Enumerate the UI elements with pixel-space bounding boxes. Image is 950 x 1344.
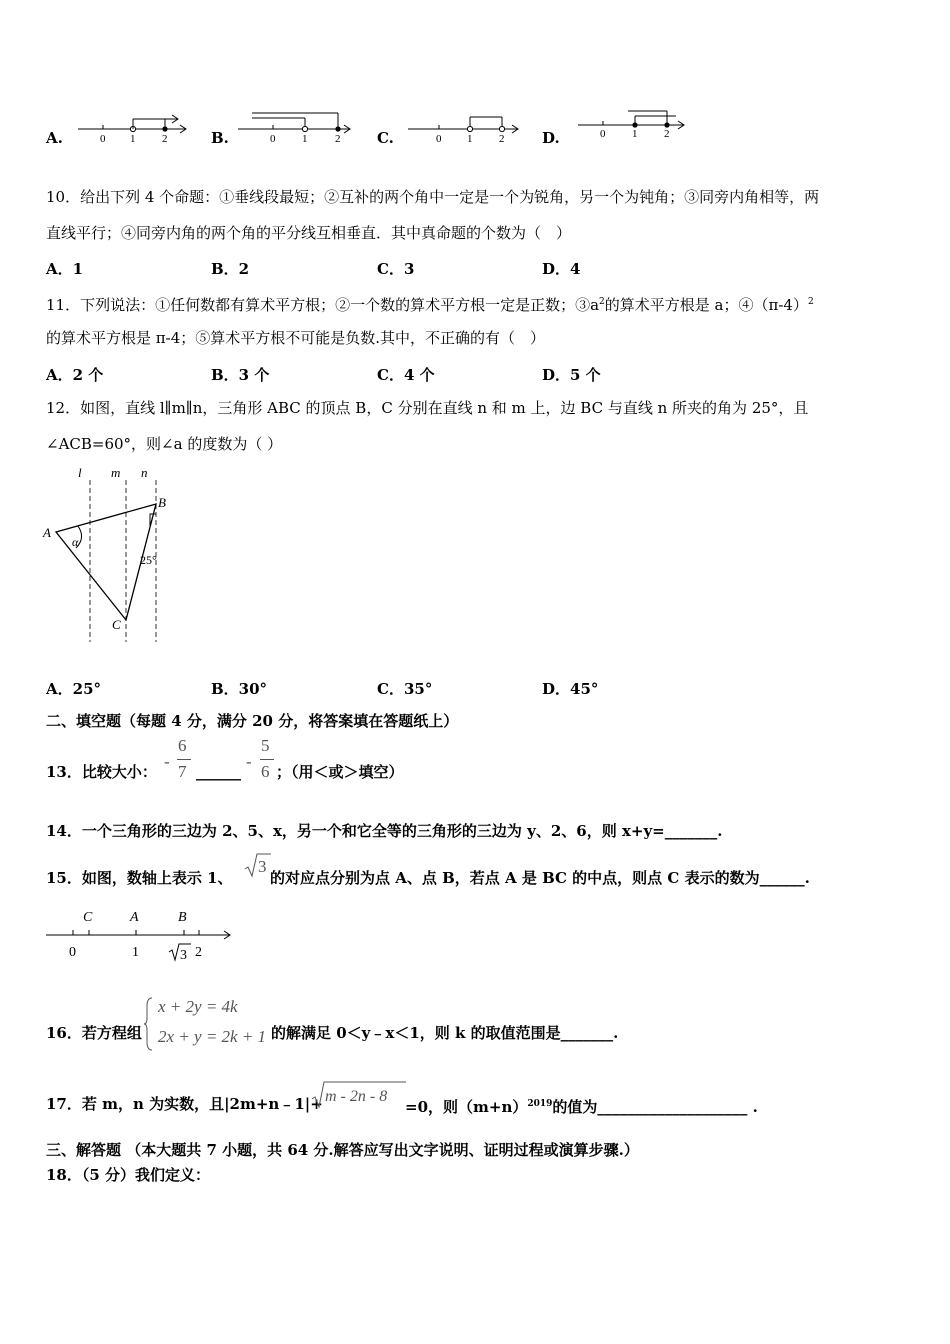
q17-mid: =0，则$(m+n)^{2019}$的值为____________________ . <box>405 1098 758 1116</box>
svg-text:A: A <box>43 525 51 540</box>
q17-prefix: 17．若 m，n 为实数，且|2m+n﹣1|+ <box>46 1095 323 1113</box>
q14-text: 14．一个三角形的三边为 2、5、x，另一个和它全等的三角形的三边为 y、2、6，则 x+y=_______. <box>46 822 723 840</box>
section2-heading: 二、填空题（每题 4 分，满分 20 分，将答案填在答题纸上） <box>46 712 459 730</box>
q13-f1-den: 7 <box>178 762 187 781</box>
q12-line1: 12．如图，直线 l∥m∥n，三角形 ABC 的顶点 B，C 分别在直线 n 和 m 上，边 BC 与直线 n 所夹的角为 25°，且 <box>46 399 809 417</box>
q10-line2: 直线平行；④同旁内角的两个角的平分线互相垂直．其中真命题的个数为（ ） <box>46 224 572 242</box>
q15-sqrt-sign <box>244 852 272 878</box>
q16-brace <box>144 996 154 1052</box>
q15-prefix: 15．如图，数轴上表示 1、 <box>46 869 233 887</box>
q9-option-c-number-line <box>408 107 520 145</box>
section3-heading: 三、解答题 （本大题共 7 小题，共 64 分.解答应写出文字说明、证明过程或演算步骤.） <box>46 1141 639 1159</box>
q10-option-d: D．4 <box>542 260 581 278</box>
q13-blank: ______ <box>196 763 241 781</box>
q16-suffix: 的解满足 0＜y﹣x＜1，则 k 的取值范围是_______. <box>271 1024 619 1042</box>
svg-text:α: α <box>72 535 79 549</box>
q17-sqrt <box>311 1080 407 1110</box>
svg-text:B: B <box>178 910 187 925</box>
q15-number-line <box>44 904 236 966</box>
svg-text:l: l <box>78 465 82 480</box>
q9-option-d-number-line <box>578 104 688 142</box>
svg-text:C: C <box>112 617 121 632</box>
q16-prefix: 16．若方程组 <box>46 1024 142 1042</box>
svg-text:2: 2 <box>195 945 202 960</box>
tick-1: 1 <box>130 133 136 145</box>
svg-text:A: A <box>130 910 139 925</box>
q11-option-b: B．3 个 <box>211 366 270 384</box>
q11-option-d: D．5 个 <box>542 366 601 384</box>
q18-text: 18．（5 分）我们定义： <box>46 1166 211 1184</box>
svg-text:n: n <box>141 465 148 480</box>
q10-line1: 10．给出下列 4 个命题：①垂线段最短；②互补的两个角中一定是一个为锐角，另一个为钝角；③同旁内角相等，两 <box>46 188 820 206</box>
svg-text:0: 0 <box>69 945 76 960</box>
q9-option-b-number-line <box>238 105 353 145</box>
svg-text:C: C <box>83 910 93 925</box>
q12-option-a: A．25° <box>46 680 102 698</box>
svg-text:2: 2 <box>335 133 341 145</box>
svg-text:1: 1 <box>302 133 308 145</box>
q12-option-b: B．30° <box>211 680 268 698</box>
q13-f1-num: 6 <box>178 736 187 755</box>
q12-triangle-figure <box>40 462 180 644</box>
q12-option-d: D．45° <box>542 680 599 698</box>
svg-text:1: 1 <box>632 128 638 140</box>
q13-f2-den: 6 <box>261 762 270 781</box>
svg-text:m: m <box>111 465 121 480</box>
q13-neg2: - <box>246 752 252 771</box>
q10-option-c: C．3 <box>377 260 415 278</box>
q12-option-c: C．35° <box>377 680 433 698</box>
q11-line2: 的算术平方根是 π-4；⑤算术平方根不可能是负数.其中，不正确的有（ ） <box>46 329 546 347</box>
q16-eq1: x + 2y = 4k <box>158 997 238 1016</box>
q10-option-a: A．1 <box>46 260 84 278</box>
q11-option-c: C．4 个 <box>377 366 435 384</box>
q9-option-b-label: B. <box>211 129 229 147</box>
q9-option-a-number-line <box>78 107 188 145</box>
q13-suffix: ；（用＜或＞填空） <box>276 763 404 781</box>
svg-text:m - 2n - 8: m - 2n - 8 <box>325 1088 388 1105</box>
tick-0: 0 <box>100 133 106 145</box>
tick-2: 2 <box>162 133 168 145</box>
q11-option-a: A．2 个 <box>46 366 104 384</box>
q13-f2-num: 5 <box>261 736 270 755</box>
svg-text:B: B <box>158 495 166 510</box>
q9-option-a-label: A. <box>46 129 63 147</box>
q13-f2-bar <box>260 759 274 760</box>
svg-text:1: 1 <box>467 133 473 145</box>
q9-option-c-label: C. <box>377 129 394 147</box>
q13-f1-bar <box>177 759 191 760</box>
svg-text:25°: 25° <box>140 553 157 567</box>
svg-text:0: 0 <box>270 133 276 145</box>
q13-neg1: - <box>164 752 170 771</box>
svg-text:2: 2 <box>664 128 670 140</box>
svg-text:3: 3 <box>180 948 187 963</box>
svg-text:0: 0 <box>436 133 442 145</box>
q13-prefix: 13．比较大小： <box>46 763 157 781</box>
svg-text:3: 3 <box>258 857 267 876</box>
q9-option-d-label: D. <box>542 129 560 147</box>
q15-suffix: 的对应点分别为点 A、点 B，若点 A 是 BC 的中点，则点 C 表示的数为______. <box>270 869 810 887</box>
q10-option-b: B．2 <box>211 260 250 278</box>
q11-line1: 11．下列说法：①任何数都有算术平方根；②一个数的算术平方根一定是正数；$③a^2$的算术平方根是 a；$④(\pi-4)^2$ <box>46 296 814 314</box>
svg-text:0: 0 <box>600 128 606 140</box>
q16-eq2: 2x + y = 2k + 1 <box>158 1027 267 1046</box>
svg-text:1: 1 <box>132 945 139 960</box>
q12-line2: ∠ACB=60°，则∠a 的度数为（ ） <box>46 435 283 453</box>
svg-text:2: 2 <box>499 133 505 145</box>
